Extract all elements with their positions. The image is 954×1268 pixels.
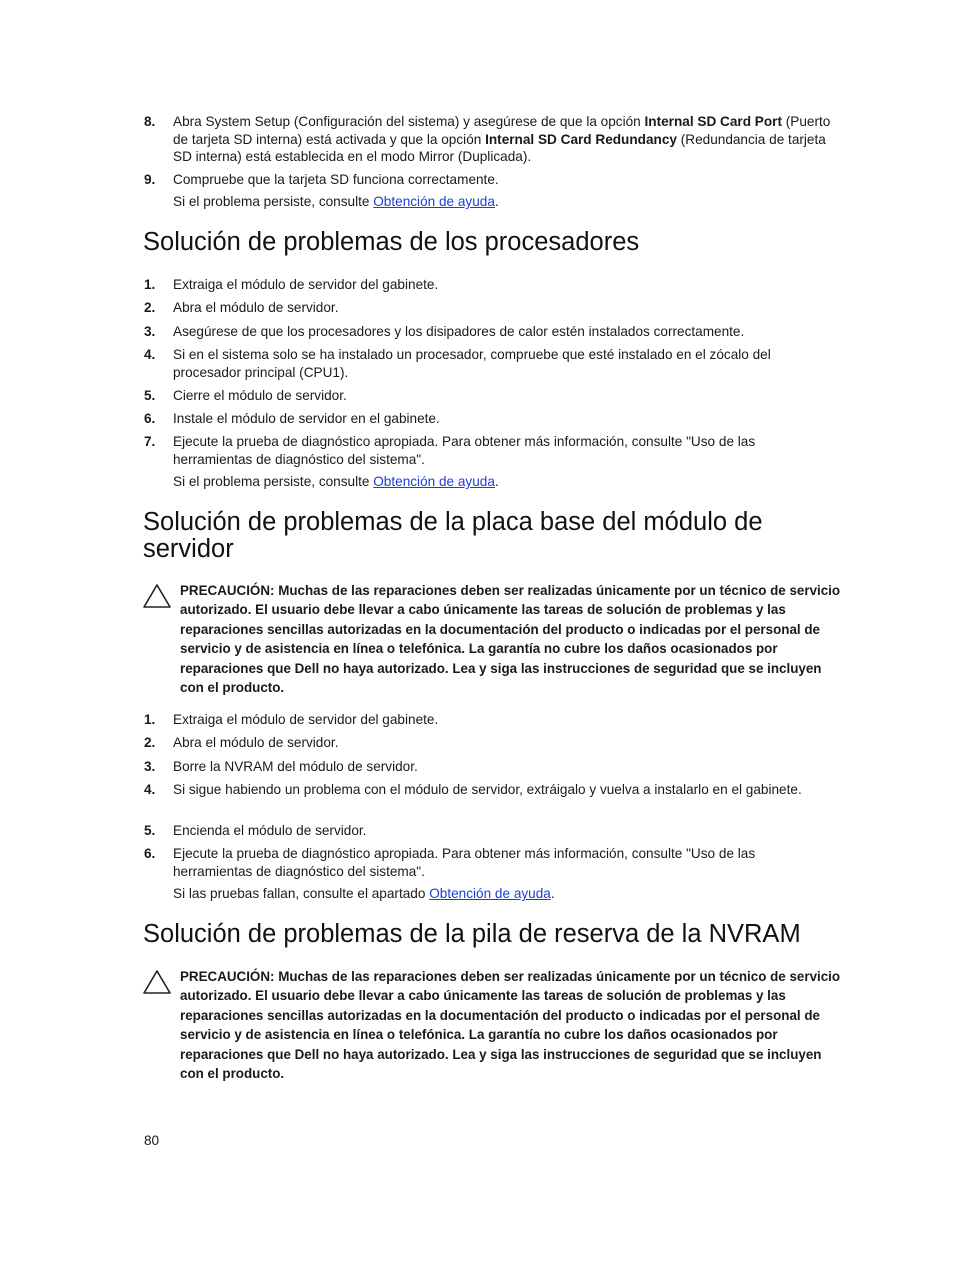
list-item: [144, 433, 834, 468]
help-note: Si el problema persiste, consulte Obtención de ayuda.: [173, 474, 499, 489]
step-number: 9.: [144, 172, 156, 187]
list-item: [144, 323, 834, 341]
help-note: Si el problema persiste, consulte Obtención de ayuda.: [173, 194, 499, 209]
list-item: [144, 758, 834, 776]
section-title-nvram: Solución de problemas de la pila de reserva de la NVRAM: [143, 920, 801, 948]
step-text: Si en el sistema solo se ha instalado un procesador, compruebe que esté instalado en el zócalo del procesador principal (CPU1).: [173, 347, 771, 380]
step-number: 7.: [144, 434, 156, 449]
help-link[interactable]: Obtención de ayuda: [429, 886, 551, 901]
step-text: Compruebe que la tarjeta SD funciona correctamente.: [173, 172, 499, 187]
list-item: [144, 410, 834, 428]
step-number: 3.: [144, 324, 156, 339]
list-item: [144, 276, 834, 294]
step-number: 3.: [144, 759, 156, 774]
help-link[interactable]: Obtención de ayuda: [373, 474, 495, 489]
step-number: 8.: [144, 114, 156, 129]
step-text: Ejecute la prueba de diagnóstico apropiada. Para obtener más información, consulte "Uso de las herramientas de diagnóstico del sistema".: [173, 434, 756, 467]
section-title-placa-base: Solución de problemas de la placa base del módulo de servidor: [143, 508, 763, 563]
warning-triangle-icon: [142, 969, 172, 995]
step-number: 5.: [144, 388, 156, 403]
help-note: Si las pruebas fallan, consulte el apartado Obtención de ayuda.: [173, 886, 555, 901]
step-number: 1.: [144, 277, 156, 292]
step-text: Ejecute la prueba de diagnóstico apropiada. Para obtener más información, consulte "Uso de las herramientas de diagnóstico del sistema".: [173, 846, 756, 879]
caution-box: [142, 581, 842, 697]
step-text: Encienda el módulo de servidor.: [173, 823, 367, 838]
list-item: [144, 171, 834, 189]
step-number: 1.: [144, 712, 156, 727]
list-item: [144, 113, 834, 166]
step-text: Instale el módulo de servidor en el gabinete.: [173, 411, 440, 426]
list-item: [144, 822, 834, 840]
section-title-procesadores: Solución de problemas de los procesadores: [143, 228, 640, 256]
list-item: [144, 781, 834, 799]
step-text: Extraiga el módulo de servidor del gabinete.: [173, 277, 439, 292]
page-number: 80: [144, 1133, 160, 1148]
step-number: 6.: [144, 411, 156, 426]
caution-text: PRECAUCIÓN: Muchas de las reparaciones deben ser realizadas únicamente por un técnico de servicio autorizado. El usuario debe llevar a cabo únicamente las tareas de solución de problemas y las reparaciones sencillas autorizadas en la documentación del producto o indicadas por el personal de servicio y de asistencia en línea o telefónica. La garantía no cubre los daños ocasionados por reparaciones que Dell no haya autorizado. Lea y siga las instrucciones de seguridad que se incluyen con el producto.: [180, 583, 841, 696]
list-item: [144, 734, 834, 752]
step-text: Asegúrese de que los procesadores y los disipadores de calor estén instalados correctamente.: [173, 324, 745, 339]
step-number: 2.: [144, 300, 156, 315]
step-text: Abra el módulo de servidor.: [173, 300, 339, 315]
step-text: Si sigue habiendo un problema con el módulo de servidor, extráigalo y vuelva a instalarlo en el gabinete.: [173, 782, 802, 797]
caution-text: PRECAUCIÓN: Muchas de las reparaciones deben ser realizadas únicamente por un técnico de servicio autorizado. El usuario debe llevar a cabo únicamente las tareas de solución de problemas y las reparaciones sencillas autorizadas en la documentación del producto o indicadas por el personal de servicio y de asistencia en línea o telefónica. La garantía no cubre los daños ocasionados por reparaciones que Dell no haya autorizado. Lea y siga las instrucciones de seguridad que se incluyen con el producto.: [180, 969, 841, 1082]
step-number: 4.: [144, 782, 156, 797]
warning-triangle-icon: [142, 583, 172, 609]
step-text: Borre la NVRAM del módulo de servidor.: [173, 759, 418, 774]
step-text: Cierre el módulo de servidor.: [173, 388, 347, 403]
step-text: Abra System Setup (Configuración del sistema) y asegúrese de que la opción Internal SD Card Port (Puerto de tarjeta SD interna) está activada y que la opción Internal SD Card Redundancy (Redundancia de tarjeta SD interna) está establecida en el modo Mirror (Duplicada).: [173, 114, 831, 164]
list-item: [144, 299, 834, 317]
list-item: [144, 346, 834, 381]
list-item: [144, 387, 834, 405]
step-number: 6.: [144, 846, 156, 861]
help-link[interactable]: Obtención de ayuda: [373, 194, 495, 209]
step-number: 4.: [144, 347, 156, 362]
step-text: Abra el módulo de servidor.: [173, 735, 339, 750]
step-number: 2.: [144, 735, 156, 750]
list-item: [144, 711, 834, 729]
list-item: [144, 845, 834, 880]
step-number: 5.: [144, 823, 156, 838]
caution-box: [142, 967, 842, 1083]
step-text: Extraiga el módulo de servidor del gabinete.: [173, 712, 439, 727]
